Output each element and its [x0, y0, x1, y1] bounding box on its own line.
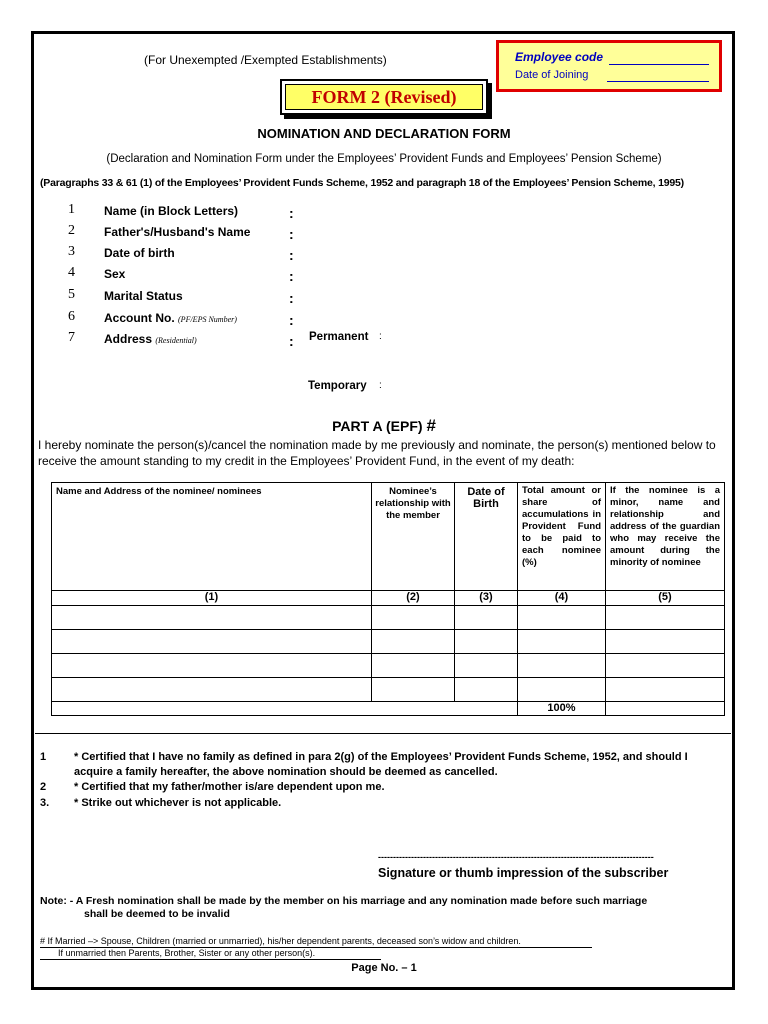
- cert-number: 1: [40, 751, 47, 763]
- date-of-birth-input[interactable]: [300, 248, 700, 264]
- table-row: [52, 630, 725, 654]
- column-number-row: [52, 591, 725, 606]
- field-label-date-of-birth: Date of birth: [104, 246, 175, 260]
- relationship-cell[interactable]: [372, 654, 455, 678]
- permanent-address-label: Permanent: [309, 331, 369, 343]
- guardian-cell[interactable]: [606, 630, 725, 654]
- table-row: [52, 678, 725, 702]
- relationship-cell[interactable]: [372, 630, 455, 654]
- form-title-box: [280, 79, 488, 115]
- col-header-share: Total amount or share of accumulations in Provident Fund to be paid to each nominee (%): [518, 483, 606, 591]
- column-number: (5): [606, 591, 725, 606]
- col-header-relationship: Nominee’s relationship with the member: [372, 483, 455, 591]
- nomination-statement: I hereby nominate the person(s)/cancel the nomination made by me previously and nominate, the person(s) mentioned below to receive the amount standing to my credit in the Employees’ Provident Fund, in the event of my death:: [38, 438, 716, 468]
- part-a-title: PART A (EPF): [332, 418, 423, 434]
- nominee-name-cell[interactable]: [52, 606, 372, 630]
- field-label-marital-status: Marital Status: [104, 289, 183, 303]
- cert-number: 3.: [40, 797, 50, 809]
- column-number: (1): [52, 591, 372, 606]
- column-number: (2): [372, 591, 455, 606]
- column-number: (3): [455, 591, 518, 606]
- field-colon: :: [289, 247, 294, 263]
- field-number: 5: [68, 287, 75, 302]
- father-husband-name-input[interactable]: [300, 227, 700, 243]
- signature-line[interactable]: --------------------------------------------------------------------------------------------: [378, 852, 654, 862]
- total-percentage: 100%: [518, 702, 606, 716]
- share-cell[interactable]: [518, 606, 606, 630]
- table-header-row: [52, 483, 725, 591]
- certification-dependent: * Certified that my father/mother is/are dependent upon me.: [74, 781, 385, 793]
- nominee-table: [51, 482, 725, 716]
- account-no-input[interactable]: [300, 313, 700, 329]
- footnote-line-1: # If Married –> Spouse, Children (married or unmarried), his/her dependent parents, deceased son’s widow and children.: [40, 936, 592, 948]
- total-spacer: [52, 702, 518, 716]
- form-subtitle: (Declaration and Nomination Form under the Employees’ Provident Funds and Employees’ Pension Scheme): [106, 153, 662, 165]
- date-of-joining-field[interactable]: [607, 81, 709, 82]
- guardian-cell[interactable]: [606, 678, 725, 702]
- field-number: 6: [68, 309, 75, 324]
- nominee-name-cell[interactable]: [52, 678, 372, 702]
- part-a-hash: #: [426, 416, 436, 435]
- share-cell[interactable]: [518, 678, 606, 702]
- table-total-row: [52, 702, 725, 716]
- col-header-guardian: If the nominee is a minor, name and relationship and address of the guardian who may receive the amount during the minority of nominee: [606, 483, 725, 591]
- footnote: [40, 936, 592, 960]
- dob-cell[interactable]: [455, 606, 518, 630]
- guardian-cell[interactable]: [606, 606, 725, 630]
- col-header-name-address: Name and Address of the nominee/ nominees: [52, 483, 372, 591]
- field-number: 2: [68, 223, 75, 238]
- name-input[interactable]: [300, 206, 700, 222]
- field-colon: :: [289, 312, 294, 328]
- account-no-label: Account No.: [104, 311, 175, 325]
- form-heading: NOMINATION AND DECLARATION FORM: [257, 126, 511, 141]
- marital-status-input[interactable]: [300, 291, 700, 307]
- permanent-address-input[interactable]: [390, 330, 700, 370]
- field-label-name: Name (in Block Letters): [104, 204, 239, 218]
- note-line-1: Note: - A Fresh nomination shall be made by the member on his marriage and any nomination made before such marriage: [40, 895, 648, 907]
- address-label: Address: [104, 332, 153, 346]
- field-colon: :: [289, 290, 294, 306]
- field-label-sex: Sex: [104, 267, 126, 281]
- establishment-note: (For Unexempted /Exempted Establishments): [144, 53, 387, 67]
- col-header-date-of-birth: Date of Birth: [455, 483, 518, 591]
- share-cell[interactable]: [518, 630, 606, 654]
- date-of-joining-label: Date of Joining: [515, 69, 589, 81]
- field-colon: :: [289, 205, 294, 221]
- field-number: 4: [68, 265, 75, 280]
- nominee-name-cell[interactable]: [52, 630, 372, 654]
- employee-code-field[interactable]: [609, 64, 709, 65]
- temporary-address-label: Temporary: [308, 380, 367, 392]
- relationship-cell[interactable]: [372, 606, 455, 630]
- form-title: FORM 2 (Revised): [285, 84, 483, 110]
- field-number: 7: [68, 330, 75, 345]
- paragraphs-reference: (Paragraphs 33 & 61 (1) of the Employees’ Provident Funds Scheme, 1952 and paragraph 18 of the Employees’ Pension Scheme, 1995): [40, 177, 684, 189]
- field-number: 3: [68, 244, 75, 259]
- permanent-address-colon: :: [379, 331, 382, 342]
- footnote-line-2: If unmarried then Parents, Brother, Sister or any other person(s).: [40, 948, 381, 960]
- share-cell[interactable]: [518, 654, 606, 678]
- section-divider: [35, 733, 731, 734]
- address-note: (Residential): [155, 336, 197, 345]
- total-empty: [606, 702, 725, 716]
- part-a-heading: [0, 416, 768, 436]
- page-number: Page No. – 1: [351, 962, 417, 974]
- dob-cell[interactable]: [455, 678, 518, 702]
- strike-out-note: * Strike out whichever is not applicable.: [74, 797, 282, 809]
- field-label-address: [104, 332, 197, 346]
- employee-code-label: Employee code: [515, 50, 604, 64]
- sex-input[interactable]: [300, 269, 700, 285]
- field-colon: :: [289, 268, 294, 284]
- field-colon: :: [289, 333, 294, 349]
- table-row: [52, 654, 725, 678]
- account-no-note: (PF/EPS Number): [178, 315, 237, 324]
- table-row: [52, 606, 725, 630]
- dob-cell[interactable]: [455, 630, 518, 654]
- column-number: (4): [518, 591, 606, 606]
- temporary-address-colon: :: [379, 380, 382, 391]
- field-number: 1: [68, 202, 75, 217]
- temporary-address-input[interactable]: [390, 379, 700, 409]
- relationship-cell[interactable]: [372, 678, 455, 702]
- nominee-name-cell[interactable]: [52, 654, 372, 678]
- dob-cell[interactable]: [455, 654, 518, 678]
- cert-number: 2: [40, 781, 47, 793]
- fresh-nomination-note: [40, 895, 710, 921]
- signature-label: Signature or thumb impression of the subscriber: [378, 866, 669, 880]
- field-colon: :: [289, 226, 294, 242]
- field-label-account-no: [104, 311, 237, 325]
- employee-info-box: [496, 40, 722, 92]
- field-label-father-husband-name: Father's/Husband's Name: [104, 225, 251, 239]
- guardian-cell[interactable]: [606, 654, 725, 678]
- certification-no-family: * Certified that I have no family as defined in para 2(g) of the Employees’ Provident Funds Scheme, 1952, and should I acquire a family hereafter, the above nomination should be deemed as cancelled.: [74, 751, 688, 778]
- note-line-2: shall be deemed to be invalid: [84, 908, 230, 920]
